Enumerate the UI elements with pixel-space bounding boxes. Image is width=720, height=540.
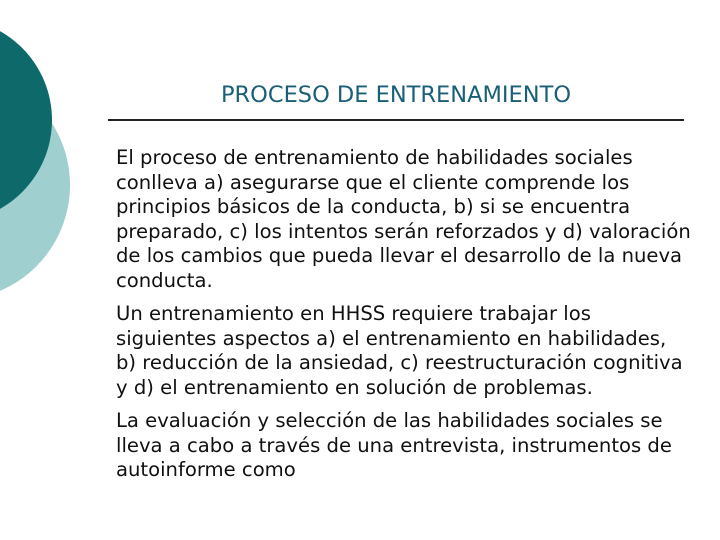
title-divider — [108, 119, 684, 121]
paragraph-1: El proceso de entrenamiento de habilidades sociales conlleva a) asegurarse que el cliente comprende los principios básicos de la conducta, b) si se encuentra preparado, c) los intentos serán reforzados y d) valoración de los cambios que pueda llevar el desarrollo de la nueva conducta. — [116, 146, 691, 292]
paragraph-2: Un entrenamiento en HHSS requiere trabajar los siguientes aspectos a) el entrenamiento en habilidades, b) reducción de la ansiedad, c) reestructuración cognitiva y d) el entrenamiento en solución de problemas. — [116, 302, 683, 399]
paragraph-3: La evaluación y selección de las habilidades sociales se lleva a cabo a través de una entrevista, instrumentos de autoinforme como — [116, 409, 672, 481]
decorative-circles — [0, 0, 120, 300]
slide-body — [116, 146, 691, 492]
slide-title: PROCESO DE ENTRENAMIENTO — [220, 82, 572, 108]
